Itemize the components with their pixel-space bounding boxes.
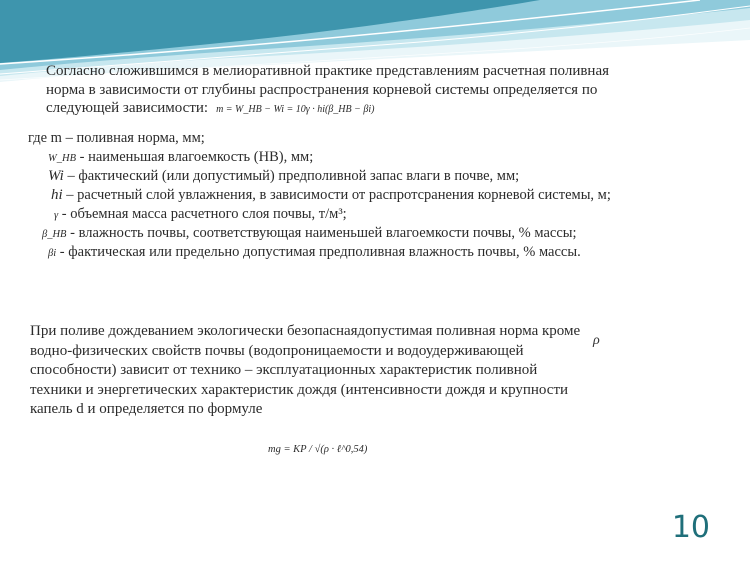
definition-text: – фактический (или допустимый) предполивной запас влаги в почве, мм; [67, 168, 520, 184]
paragraph-line: водно-физических свойств почвы (водопроницаемости и водоудерживающей [30, 342, 524, 359]
definition-symbol: W_НВ [48, 153, 76, 164]
intro-line: Согласно сложившимся в мелиоративной практике представлениям расчетная поливная [46, 63, 610, 79]
definition-row [28, 187, 611, 206]
intro-line: норма в зависимости от глубины распространения корневой системы определяется по [46, 81, 598, 98]
definition-row [28, 225, 611, 244]
intro-line [46, 99, 736, 120]
definition-symbol: Wi [48, 168, 64, 184]
sprinkler-formula: mg = KP / √(ρ · ℓ^0,54) [268, 444, 368, 455]
paragraph-line: При поливе дождеванием экологически безопаснаядопустимая поливная норма кроме [30, 323, 581, 339]
definition-symbol: βi [48, 248, 57, 259]
paragraph-line: капель d и определяется по формуле [30, 401, 263, 417]
paragraph-line: способности) зависит от технико – эксплуатационных характеристик поливной [30, 362, 538, 378]
definition-row [28, 149, 611, 168]
definition-text: - объемная масса расчетного слоя почвы, т/м³; [61, 206, 347, 222]
definition-row [28, 206, 611, 225]
page-number: 10 [671, 510, 710, 545]
definition-text: - наименьшая влагоемкость (НВ), мм; [79, 149, 314, 165]
definition-text: - фактическая или предельно допустимая предполивная влажность почвы, % массы. [59, 244, 581, 260]
definition-symbol: hi [51, 187, 63, 203]
rho-symbol: ρ [593, 333, 600, 348]
definition-symbol: γ [54, 210, 59, 221]
main-formula: m = W_НВ − Wi = 10γ · hi(β_НВ − βi) [216, 104, 375, 115]
definition-row [28, 168, 611, 187]
intro-line-text: следующей зависимости: [46, 100, 209, 116]
definition-row [28, 244, 611, 263]
definitions-list [28, 130, 611, 263]
definition-text: где m – поливная норма, мм; [28, 130, 205, 146]
sprinkler-paragraph [30, 322, 580, 420]
intro-paragraph [46, 62, 736, 120]
definition-text: - влажность почвы, соответствующая наименьшей влагоемкости почвы, % массы; [70, 225, 577, 241]
definition-symbol: β_НВ [42, 229, 67, 240]
definition-text: – расчетный слой увлажнения, в зависимости от распротсранения корневой системы, м; [66, 187, 611, 203]
definition-row [28, 130, 611, 149]
paragraph-line: техники и энергетических характеристик дождя (интенсивности дождя и крупности [30, 381, 569, 398]
